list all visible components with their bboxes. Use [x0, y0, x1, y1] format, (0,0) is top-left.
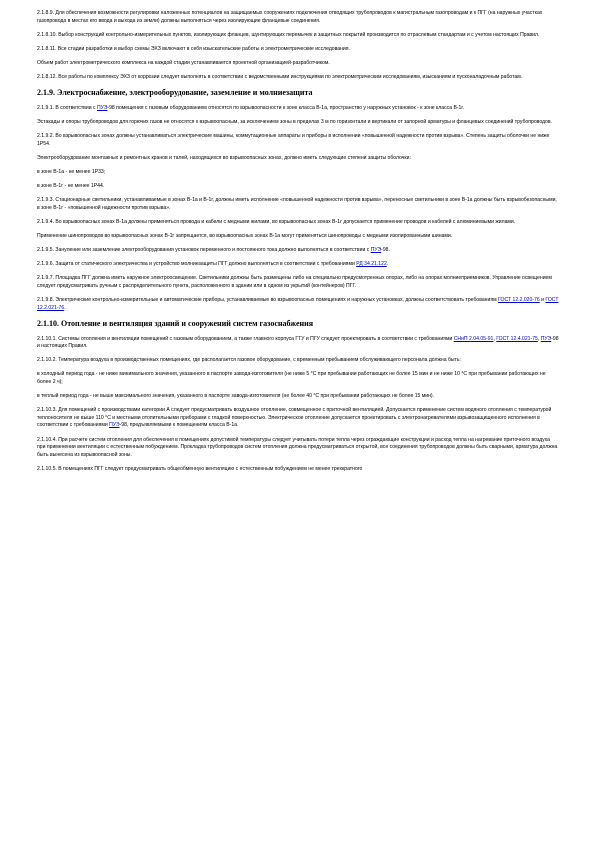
reference-link[interactable]: ПУЭ: [370, 247, 382, 254]
paragraph: [37, 32, 559, 40]
paragraph: [37, 275, 559, 290]
text-run: -98, предъявляемыми к помещениям класса В-1а.: [119, 422, 239, 429]
text-run: -98.: [381, 247, 390, 254]
reference-link[interactable]: ПУЭ: [96, 105, 108, 112]
text-run: 2.1.10.3. Для помещений с производствами категории А следует предусматривать воздушное отопление, совмещенное с приточной вентиляцией. Допускается применение систем водяного отопления с температурой теплоносителя не выше 110 °С и местными отопительными приборами с гладкой поверхностью. Электрическое отопление допускается проектировать с электронагревателями взрывозащищенного исполнения в соответствии с требованиями: [37, 407, 552, 429]
text-run: 2.1.8.9. Для обеспечения возможности регулировки наложенных потенциалов на защищаемых сооружениях подключения отводящих трубопроводов к магистральным газопроводам и к ПГГ (на наружных участках газопровода в местах его ввода и выхода из земли) должны выполняться через изолирующие фланцевые соединения.: [37, 10, 543, 24]
text-run: 2.1.10. Отопление и вентиляция зданий и сооружений систем газоснабжения: [37, 318, 314, 328]
paragraph: [37, 10, 559, 25]
text-run: 2.1.9. Электроснабжение, электрооборудование, заземление и молниезащита: [37, 88, 313, 98]
paragraph: [37, 247, 559, 255]
paragraph: [37, 105, 559, 113]
paragraph: [37, 60, 559, 68]
text-run: .: [386, 261, 389, 268]
paragraph: [37, 155, 559, 163]
reference-link[interactable]: ГОСТ 12.2.020-76: [498, 296, 540, 303]
text-run: Электрооборудование монтажных и ремонтных кранов и талей, находящихся во взрывоопасных зонах, должно иметь следующие степени защиты оболочки:: [37, 154, 411, 161]
text-run: 2.1.8.11. Все стадии разработки и выбор схемы ЭХЗ включают в себя изыскательские работы и электрометрические исследования.: [37, 45, 350, 52]
text-run: 2.1.10.5. В помещениях ПГГ следует предусматривать общеобменную вентиляцию с естественным побуждением не менее трехкратного: [37, 465, 363, 472]
text-run: 2.1.9.5. Зануление или заземление электрооборудования установок переменного и постоянного тока должно выполняться в соответствии с: [37, 247, 371, 254]
text-run: ,: [537, 335, 541, 342]
text-run: 2.1.10.2. Температура воздуха в производственных помещениях, где располагается газовое оборудование, с временным пребыванием обслуживающего персонала должна быть:: [37, 357, 461, 364]
paragraph: [37, 336, 559, 351]
paragraph: [37, 133, 559, 148]
paragraph: [37, 371, 559, 386]
paragraph: [37, 407, 559, 430]
text-run: 2.1.9.7. Площадка ПГГ должна иметь наружное электроосвещение. Светильники должны быть размещены либо на специально предусмотренных опорах, либо на опорах молниеприемников. Управление освещением следует предусматривать ручным с распределительного пункта, расположенного в здании или в одном из укрытий (контейнеров) ПГГ.: [37, 275, 552, 289]
text-run: Объем работ электрометрического комплекса на каждой стадии устанавливается проектной организацией-разработчиком.: [37, 59, 330, 66]
reference-link[interactable]: ПУЭ: [540, 335, 552, 342]
text-run: и: [539, 296, 546, 303]
text-run: 2.1.8.10. Выбор конструкций контрольно-измерительных пунктов, изолирующих фланцев, шунтирующих перемычек и защитных покрытий производится по отраслевым стандартам и с учетом настоящих Правил.: [37, 31, 540, 38]
text-run: 2.1.9.8. Электрические контрольно-измерительные и автоматические приборы, устанавливаемые во взрывоопасных помещениях и наружных установках, должны соответствовать требованиям: [37, 296, 499, 303]
paragraph: [37, 437, 559, 460]
reference-link[interactable]: ГОСТ 12.2.021-76: [37, 296, 559, 311]
text-run: -98 и настоящих Правил.: [37, 335, 559, 350]
paragraph: [37, 297, 559, 312]
paragraph: [37, 169, 559, 177]
text-run: в холодный период года - не ниже минимального значения, указанного в паспорте завода-изготовителя (не ниже 5 °С при пребывании работающих не более 15 мин и не ниже 10 °С при пребывании работающих не более 2 ч);: [37, 371, 546, 386]
reference-link[interactable]: ГОСТ 12.4.021-75: [496, 335, 538, 342]
paragraph: [37, 393, 559, 401]
paragraph: [37, 119, 559, 127]
text-run: 2.1.9.3. Стационарные светильники, устанавливаемые в зонах В-1а и В-1г, должны иметь исполнение «повышенной надежности против взрыва», переносные светильники в зоне В-1а должны быть взрывобезопасными, в зоне В-1г - «повышенной надежности против взрыва».: [37, 197, 557, 211]
reference-link[interactable]: РД 34.21.122: [356, 261, 387, 268]
text-run: в зоне В-1а - не менее 1Р33;: [37, 169, 106, 176]
paragraph: [37, 183, 559, 191]
text-run: ,: [493, 335, 497, 342]
text-run: 2.1.9.2. Во взрывоопасных зонах должны устанавливаться электрические машины, коммутационные аппараты и приборы в исполнении «повышенной надежности против взрыва». Степень защиты оболочки не ниже 1Р54.: [37, 133, 550, 147]
paragraph: [37, 233, 559, 241]
paragraph: [37, 197, 559, 212]
text-run: 2.1.9.4. Во взрывоопасных зонах В-1а должны применяться провода и кабели с медными жилами, во взрывоопасных зонах В-1г допускается применение проводов и кабелей с алюминиевыми жилами.: [37, 218, 516, 225]
text-run: 2.1.9.6. Защита от статического электричества и устройство молниезащиты ПГГ должно выполняться в соответствии с требованиями: [37, 261, 357, 268]
text-run: Эстакады и опоры трубопроводов для горючих газов не относятся к взрывоопасным, за исключением зоны в пределах 3 м по горизонтали и вертикали от запорной арматуры и фланцевых соединений трубопроводов.: [37, 119, 552, 126]
text-run: в зоне В-1г - не менее 1Р44.: [37, 183, 105, 190]
text-run: 2.1.9.1. В соответствии с: [37, 105, 97, 112]
text-run: Применение шинопроводов во взрывоопасных зонах В-1г запрещается, во взрывоопасных зонах В-1а могут применяться шинопроводы с медными изолированными шинами.: [37, 233, 453, 239]
text-run: 2.1.10.1. Системы отопления и вентиляции помещений с газовым оборудованием, а также главного корпуса ГТУ и ПГУ следует проектировать в соответствии с требованиями: [37, 335, 454, 342]
reference-link[interactable]: СНиП 2.04.05-91: [453, 335, 494, 342]
paragraph: [37, 219, 559, 227]
section-heading: [37, 88, 559, 98]
document-body: [37, 10, 559, 480]
paragraph: [37, 466, 559, 474]
section-heading: [37, 319, 559, 329]
text-run: 2.1.10.4. При расчете систем отопления для обеспечения в помещениях допустимой температуры следует учитывать потери тепла через ограждающие конструкции и расход тепла на нагревание приточного воздуха при применении вентиляции с естественным побуждением. Прокладка трубопроводов систем отопления должна предусматриваться открытой, все соединения трубопроводов должны быть сварными, арматура должна быть вынесена из взрывоопасной зоны.: [37, 436, 558, 458]
paragraph: [37, 74, 559, 82]
text-run: -98 помещения с газовым оборудованием относятся по взрывоопасности к зоне класса В-1а, пространство у наружных установок - к зоне класса В-1г.: [107, 105, 465, 112]
text-run: в теплый период года - не выше максимального значения, указанного в паспорте завода-изготовителя (не более 40 °С при пребывании работающих не более 15 мин).: [37, 393, 435, 400]
reference-link[interactable]: ПУЭ: [109, 422, 120, 429]
paragraph: [37, 46, 559, 54]
text-run: 2.1.8.12. Все работы по комплексу ЭХЗ от коррозии следует выполнять в соответствии с ведомственными инструкциями по электрометрическим исследованиям, изысканиям и пусконаладочным работам.: [37, 73, 523, 80]
paragraph: [37, 357, 559, 365]
text-run: .: [64, 304, 66, 311]
paragraph: [37, 261, 559, 269]
